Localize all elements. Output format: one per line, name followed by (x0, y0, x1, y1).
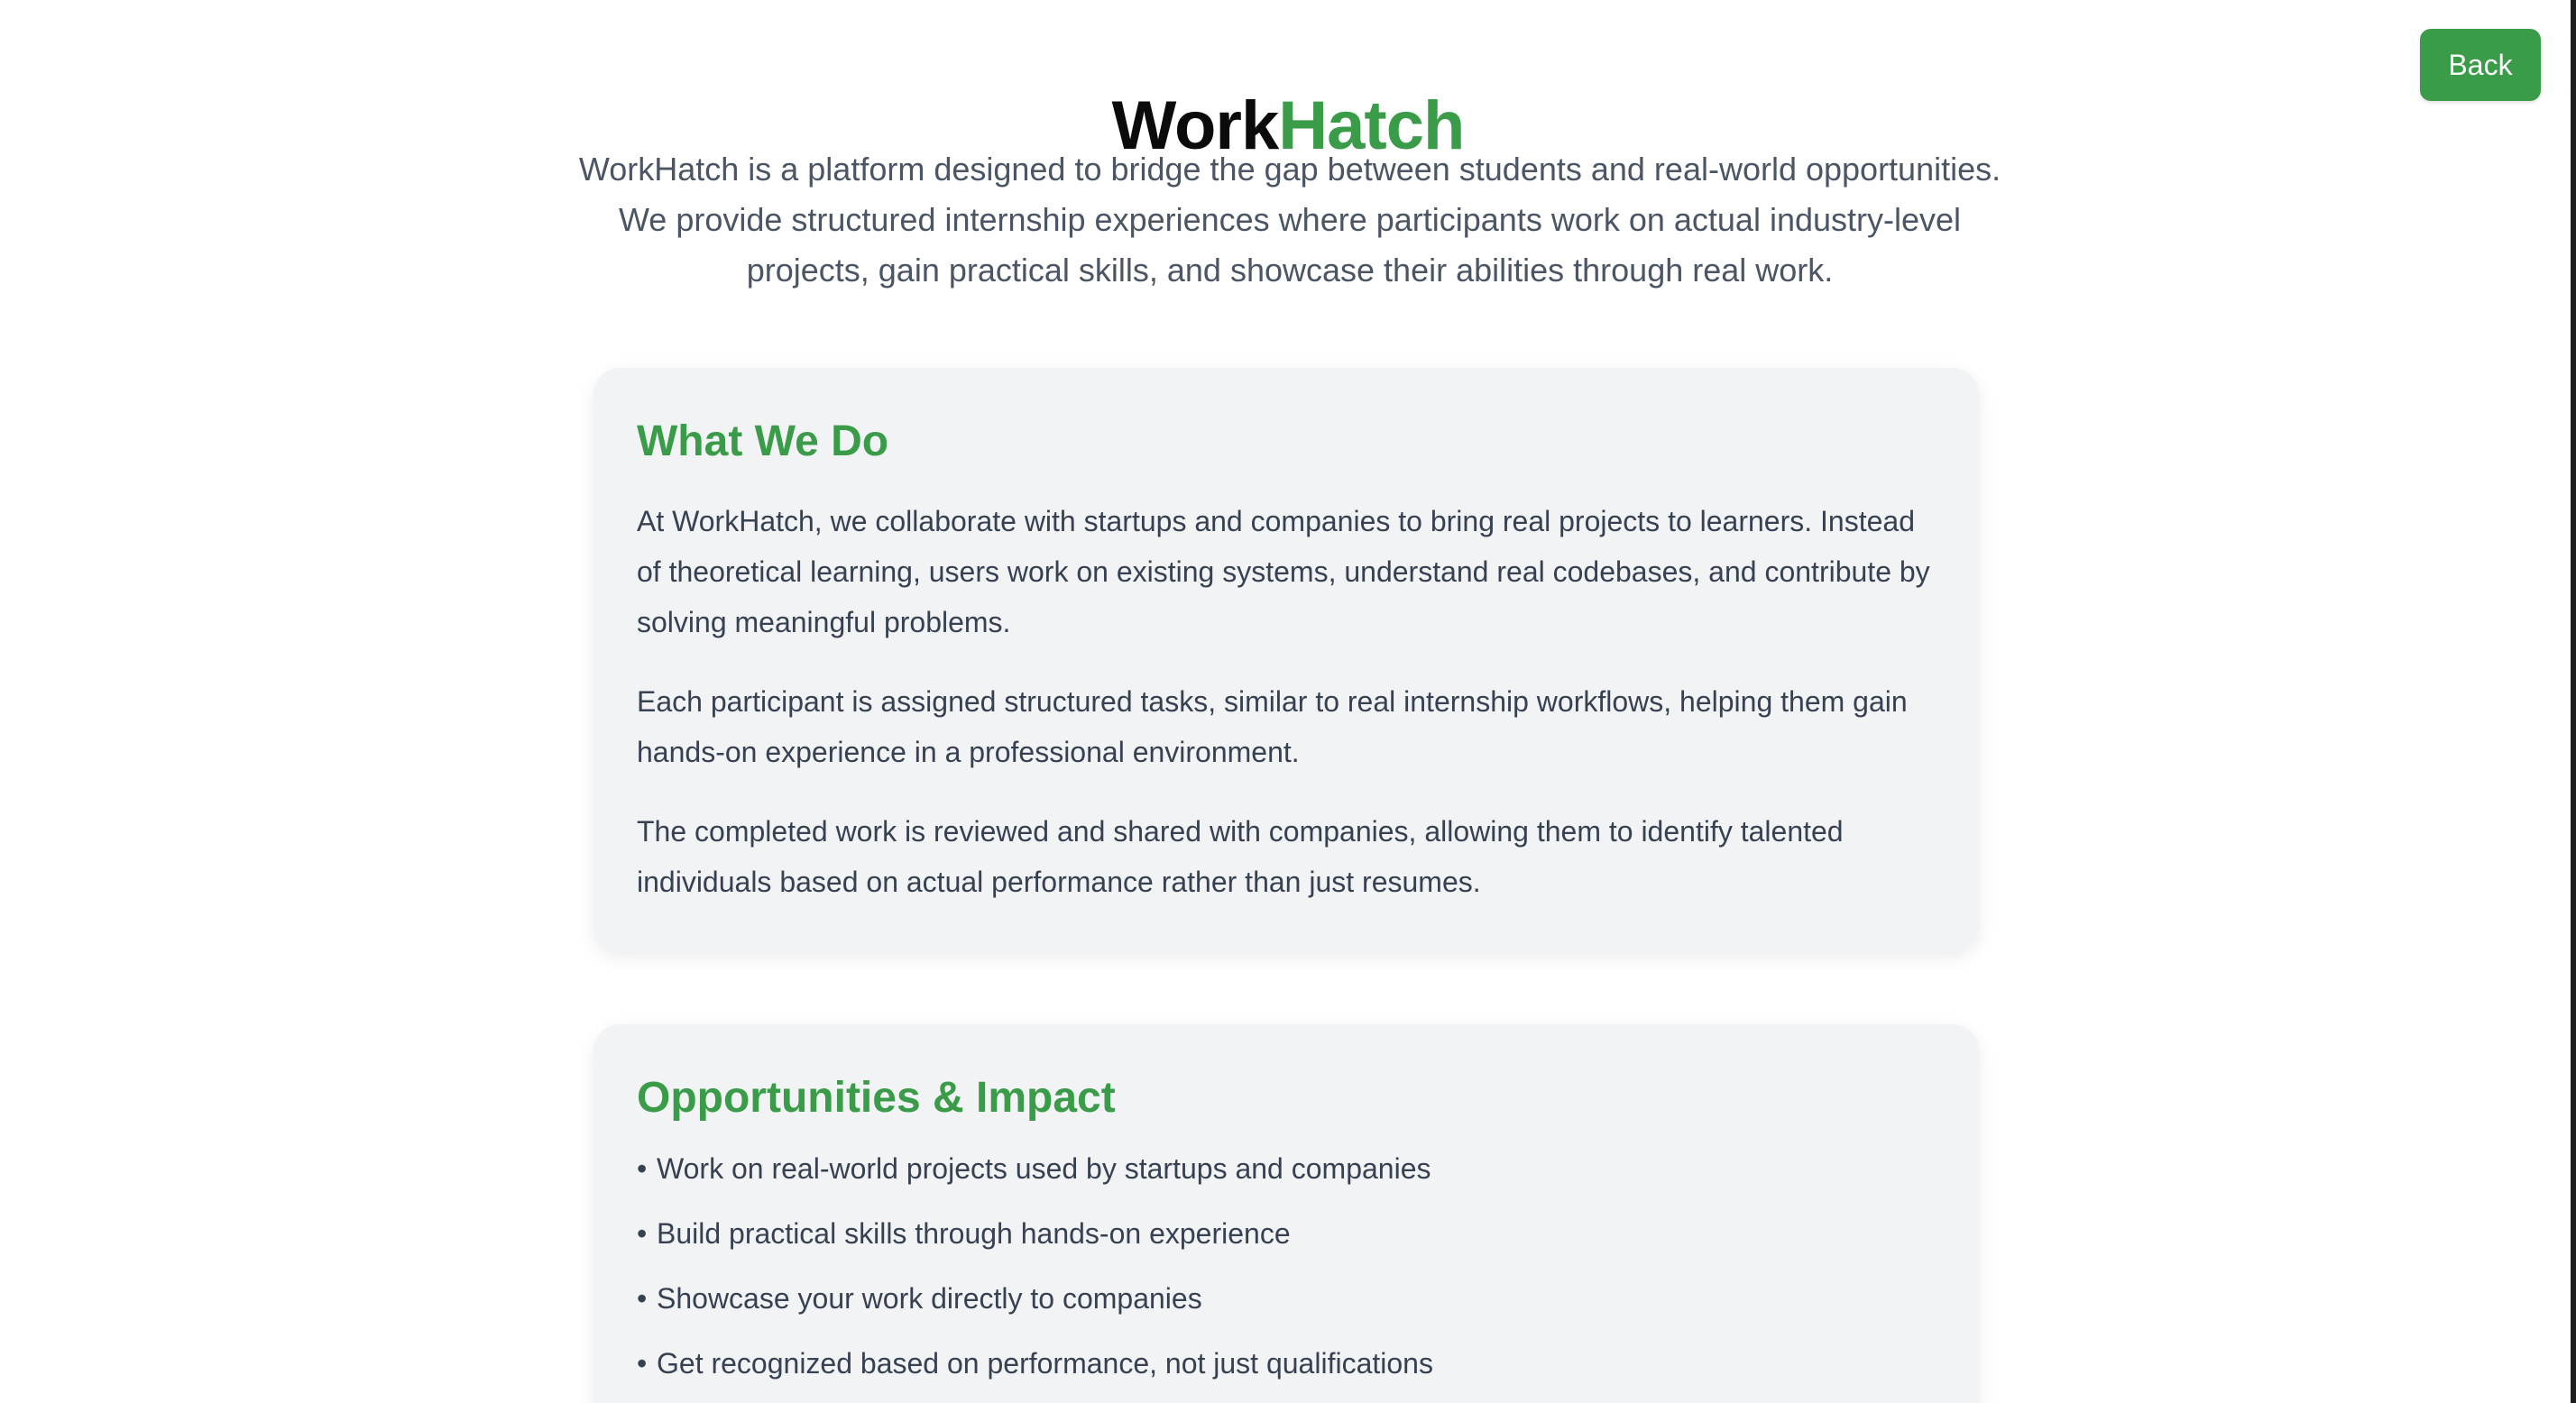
what-we-do-card (593, 368, 1979, 952)
list-item (637, 1279, 1936, 1318)
bullet-icon: • (637, 1347, 648, 1380)
bullet-icon: • (637, 1282, 648, 1315)
list-item-text: Get recognized based on performance, not just qualifications (657, 1347, 1433, 1380)
list-item (637, 1343, 1936, 1383)
list-item-text: Work on real-world projects used by startups and companies (657, 1152, 1431, 1185)
intro-text: WorkHatch is a platform designed to bridge the gap between students and real-world opportunities. We provide structured internship experiences where participants work on actual industry-level projects, gain practical skills, and showcase their abilities through real work. (578, 151, 2001, 289)
brand-work: Work (1111, 87, 1279, 164)
brand-hatch: Hatch (1278, 87, 1465, 164)
list-item (637, 1214, 1936, 1253)
list-item-text: Build practical skills through hands-on experience (657, 1217, 1291, 1250)
window-edge (2571, 0, 2576, 1403)
what-we-do-paragraph-2: Each participant is assigned structured tasks, similar to real internship workflows, helping them gain hands-on experience in a professional environment. (637, 685, 1908, 768)
list-item-text: Showcase your work directly to companies (657, 1282, 1202, 1315)
bullet-icon: • (637, 1217, 648, 1250)
opportunities-card (593, 1024, 1979, 1403)
opportunities-list (637, 1149, 1936, 1383)
what-we-do-paragraph-3: The completed work is reviewed and shared with companies, allowing them to identify talented individuals based on actual performance rather than just resumes. (637, 815, 1844, 898)
what-we-do-title: What We Do (637, 417, 889, 465)
opportunities-title: Opportunities & Impact (637, 1074, 1116, 1122)
back-button[interactable]: Back (2420, 29, 2541, 101)
list-item (637, 1149, 1936, 1188)
what-we-do-paragraph-1: At WorkHatch, we collaborate with startups and companies to bring real projects to learners. Instead of theoretical learning, users work on existing systems, understand real codebases, and contribute by solving meaningful problems. (637, 505, 1930, 638)
bullet-icon: • (637, 1152, 648, 1185)
